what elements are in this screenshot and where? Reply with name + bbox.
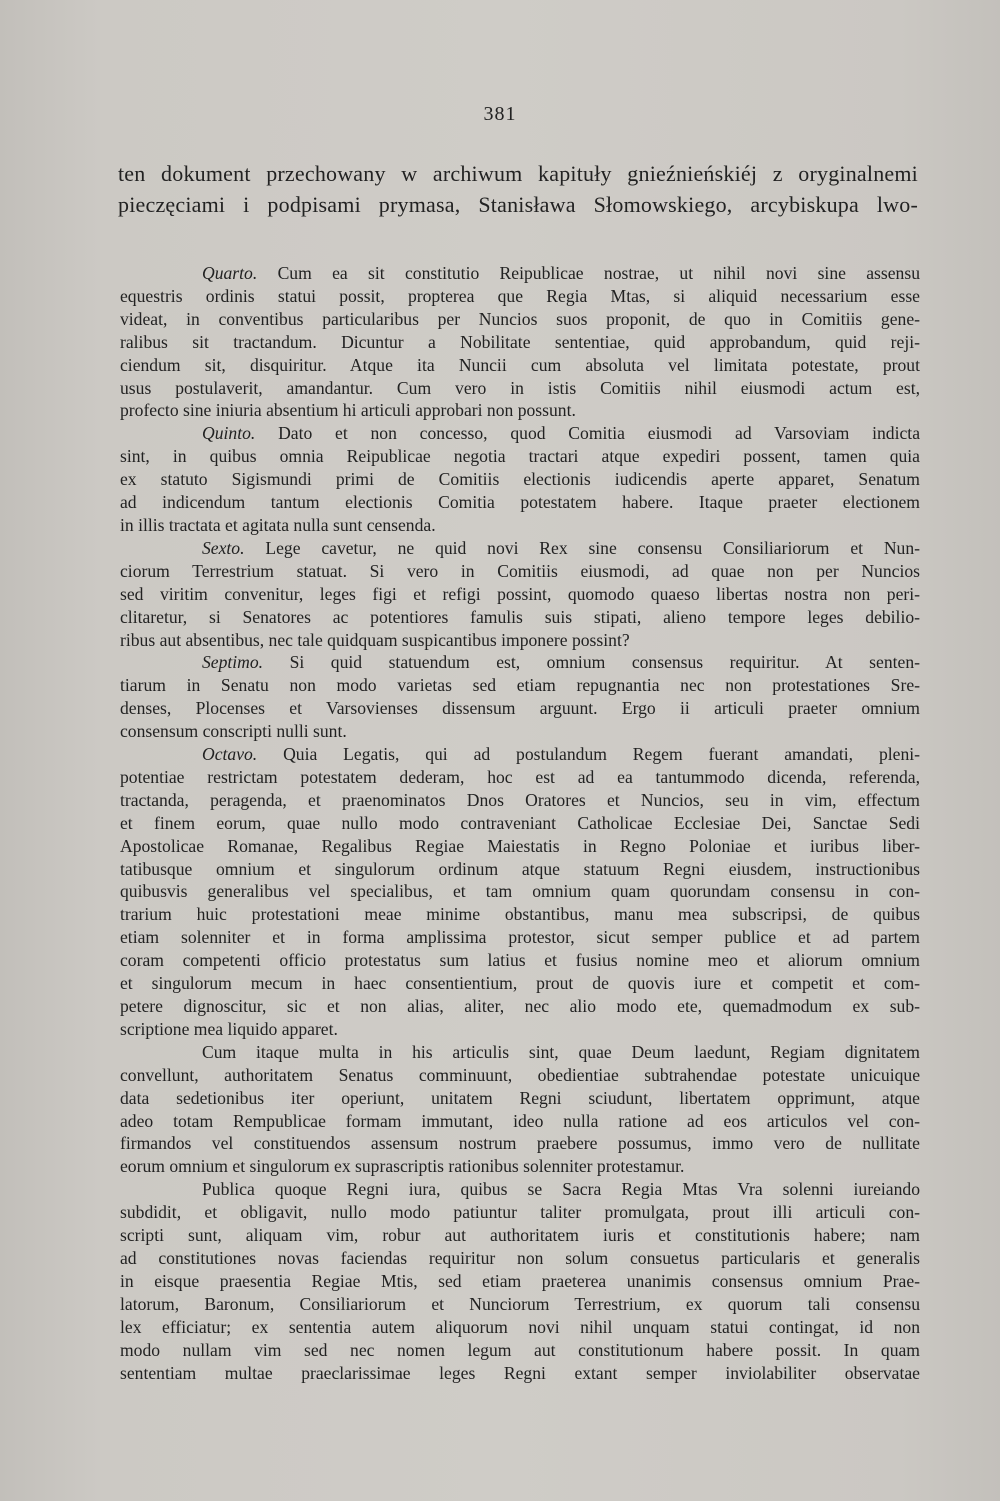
line-text: ciorum Terrestrium statuat. Si vero in Comitiis eiusmodi, ad quae non per Nuncios (120, 560, 920, 581)
line-text: tiarum in Senatu non modo varietas sed etiam repugnantia nec non protestationes Sre- (120, 675, 920, 696)
section-opening-line (120, 422, 920, 445)
line-text: ad constitutiones novas faciendas requiritur non solum consuetus particularis et generalis (120, 1247, 920, 1268)
text-line (120, 1018, 920, 1041)
intro-line: ten dokument przechowany w archiwum kapituły gnieźnieńskiéj z oryginalnemi (118, 161, 918, 186)
text-line (120, 1064, 920, 1087)
line-text: latorum, Baronum, Consiliariorum et Nunciorum Terrestrium, ex quorum tali consensu (120, 1293, 920, 1314)
line-text: quibusvis generalibus vel specialibus, et tam omnium quam quorundam consensu in con- (120, 881, 920, 902)
text-line (120, 606, 920, 629)
text-line (120, 995, 920, 1018)
line-text: Si quid statuendum est, omnium consensus requiritur. At senten- (289, 652, 920, 673)
text-line (120, 1293, 920, 1316)
text-line (120, 1224, 920, 1247)
text-line (120, 1270, 920, 1293)
text-line (120, 468, 920, 491)
text-line (120, 812, 920, 835)
text-line (120, 1087, 920, 1110)
line-text: sed viritim convenitur, leges figi et refigi possint, quomodo quaeso libertas nostra non peri- (120, 583, 920, 604)
line-text: in illis tractata et agitata nulla sunt censenda. (120, 514, 436, 535)
line-text: denses, Plocenses et Varsovienses dissensum arguunt. Ergo ii articuli praeter omnium (120, 698, 920, 719)
text-line (120, 354, 920, 377)
line-text: modo nullam vim sed nec nomen legum aut constitutionum habere possit. In quam (120, 1339, 920, 1360)
text-line (120, 560, 920, 583)
line-text: tractanda, peragenda, et praenominatos Dnos Oratores et Nuncios, seu in vim, effectum (120, 789, 920, 810)
line-text: scripti sunt, aliquam vim, robur aut authoritatem iuris et constitutionis habere; nam (120, 1225, 920, 1246)
line-text: potentiae restrictam potestatem dederam, hoc est ad ea tantummodo dicenda, referenda, (120, 766, 920, 787)
text-line (120, 399, 920, 422)
line-text: convellunt, authoritatem Senatus comminuunt, obedientiae subtrahendae potestate unicuique (120, 1064, 920, 1085)
text-line (120, 285, 920, 308)
text-line (120, 789, 920, 812)
line-text: Apostolicae Romanae, Regalibus Regiae Maiestatis in Regno Poloniae et iuribus liber- (120, 835, 920, 856)
line-text: ex statuto Sigismundi primi de Comitiis electionis iudicendis aperte apparet, Senatum (120, 469, 920, 490)
text-line (120, 880, 920, 903)
text-line (120, 1339, 920, 1362)
line-text: etiam solenniter et in forma amplissima protestor, sicut semper publice et ad partem (120, 927, 920, 948)
line-text: lex efficiatur; ex sententia autem aliquorum novi nihil unquam statui contingat, id non (120, 1316, 920, 1337)
text-line (120, 674, 920, 697)
line-text: sint, in quibus omnia Reipublicae negotia tractari atque expediri possent, tamen quia (120, 446, 920, 467)
line-text: Dato et non concesso, quod Comitia eiusmodi ad Varsoviam indicta (278, 423, 921, 444)
text-line (120, 926, 920, 949)
line-text: subdidit, et obligavit, nullo modo patiuntur taliter promulgata, prout illi articuli con- (120, 1202, 920, 1223)
line-text: in eisque praesentia Regiae Mtis, sed etiam praeterea unanimis consensus omnium Prae- (120, 1270, 920, 1291)
text-line (120, 1201, 920, 1224)
line-text: trarium huic protestationi meae minime obstantibus, manu mea subscripsi, de quibus (120, 904, 920, 925)
text-line (120, 1316, 920, 1339)
text-line (120, 697, 920, 720)
line-text: ralibus sit tractandum. Dicuntur a Nobilitate sententiae, quid approbandum, quid reji- (120, 331, 920, 352)
line-text: et finem eorum, quae nullo modo contraveniant Catholicae Ecclesiae Dei, Sanctae Sedi (120, 812, 920, 833)
line-text: coram competenti officio protestatus sum latius et fusius nomine meo et aliorum omnium (120, 950, 920, 971)
body-text (120, 262, 920, 1384)
text-line (120, 1132, 920, 1155)
text-line (120, 949, 920, 972)
section-label: Sexto. (202, 537, 245, 558)
text-line (120, 766, 920, 789)
text-line (120, 445, 920, 468)
text-line (120, 1178, 920, 1201)
line-text: Lege cavetur, ne quid novi Rex sine consensu Consiliariorum et Nun- (265, 537, 921, 558)
line-text: ciendum sit, disquiritur. Atque ita Nuncii cum absoluta vel limitata potestate, prout (120, 354, 920, 375)
text-line (120, 1110, 920, 1133)
text-line (120, 1247, 920, 1270)
line-text: clitaretur, si Senatores ac potentiores famulis suis stipati, alieno tempore leges debilio- (120, 606, 920, 627)
text-line (120, 858, 920, 881)
section-opening-line (120, 743, 920, 766)
section-opening-line (120, 262, 920, 285)
text-line (120, 1155, 920, 1178)
section-opening-line (120, 651, 920, 674)
line-text: Quia Legatis, qui ad postulandum Regem fuerant amandati, pleni- (283, 744, 920, 765)
line-text: data sedetionibus iter operiunt, unitatem Regni sciudunt, libertatem opprimunt, atque (120, 1087, 920, 1108)
line-text: videat, in conventibus particularibus per Nuncios suos proponit, de quo in Comitiis gene- (120, 308, 920, 329)
section-label: Quinto. (202, 423, 256, 444)
line-text: petere dignoscitur, sic et non alias, aliter, nec alio modo ete, quemadmodum ex sub- (120, 996, 920, 1016)
line-text: usus postulaverit, amandantur. Cum vero in istis Comitiis nihil eiusmodi actum est, (120, 377, 920, 398)
line-text: Cum itaque multa in his articulis sint, quae Deum laedunt, Regiam dignitatem (202, 1041, 920, 1062)
text-line (120, 308, 920, 331)
line-text: scriptione mea liquido apparet. (120, 1018, 338, 1039)
line-text: firmandos vel constituendos assensum nostrum praebere possumus, immo vero de nullitate (120, 1133, 920, 1154)
line-text: ad indicendum tantum electionis Comitia potestatem habere. Itaque praeter electionem (120, 492, 920, 513)
text-line (120, 514, 920, 537)
line-text: et singulorum mecum in haec consentientium, prout de quovis iure et competit et com- (120, 973, 920, 994)
text-line (120, 720, 920, 743)
line-text: consensum conscripti nulli sunt. (120, 721, 347, 742)
line-text: ribus aut absentibus, nec tale quidquam suspicantibus imponere possint? (120, 629, 630, 650)
text-line (120, 903, 920, 926)
text-line (120, 583, 920, 606)
intro-line: pieczęciami i podpisami prymasa, Stanisława Słomowskiego, arcybiskupa lwo- (118, 192, 918, 217)
text-line (120, 629, 920, 652)
text-line (120, 835, 920, 858)
line-text: profecto sine iniuria absentium hi articuli approbari non possunt. (120, 400, 576, 421)
line-text: equestris ordinis statui possit, propterea que Regia Mtas, si aliquid necessarium esse (120, 285, 920, 306)
section-label: Septimo. (202, 652, 264, 673)
page-number: 381 (483, 103, 517, 125)
line-text: sententiam multae praeclarissimae leges Regni extant semper inviolabiliter observatae (120, 1362, 920, 1383)
line-text: eorum omnium et singulorum ex suprascriptis rationibus solenniter protestamur. (120, 1156, 685, 1177)
text-line (120, 491, 920, 514)
text-line (120, 972, 920, 995)
line-text: Cum ea sit constitutio Reipublicae nostrae, ut nihil novi sine assensu (277, 263, 920, 283)
line-text: Publica quoque Regni iura, quibus se Sacra Regia Mtas Vra solenni iureiando (202, 1179, 920, 1200)
section-label: Quarto. (202, 263, 258, 283)
text-line (120, 1041, 920, 1064)
intro-paragraph (118, 158, 918, 220)
text-line (120, 1362, 920, 1385)
section-opening-line (120, 537, 920, 560)
text-line (120, 377, 920, 400)
line-text: tatibusque omnium et singulorum ordinum atque statuum Regni eiusdem, instructionibus (120, 858, 920, 879)
section-label: Octavo. (202, 744, 258, 765)
text-line (120, 331, 920, 354)
line-text: adeo totam Rempublicae formam immutant, ideo nulla ratione ad eos articulos vel con- (120, 1110, 920, 1131)
